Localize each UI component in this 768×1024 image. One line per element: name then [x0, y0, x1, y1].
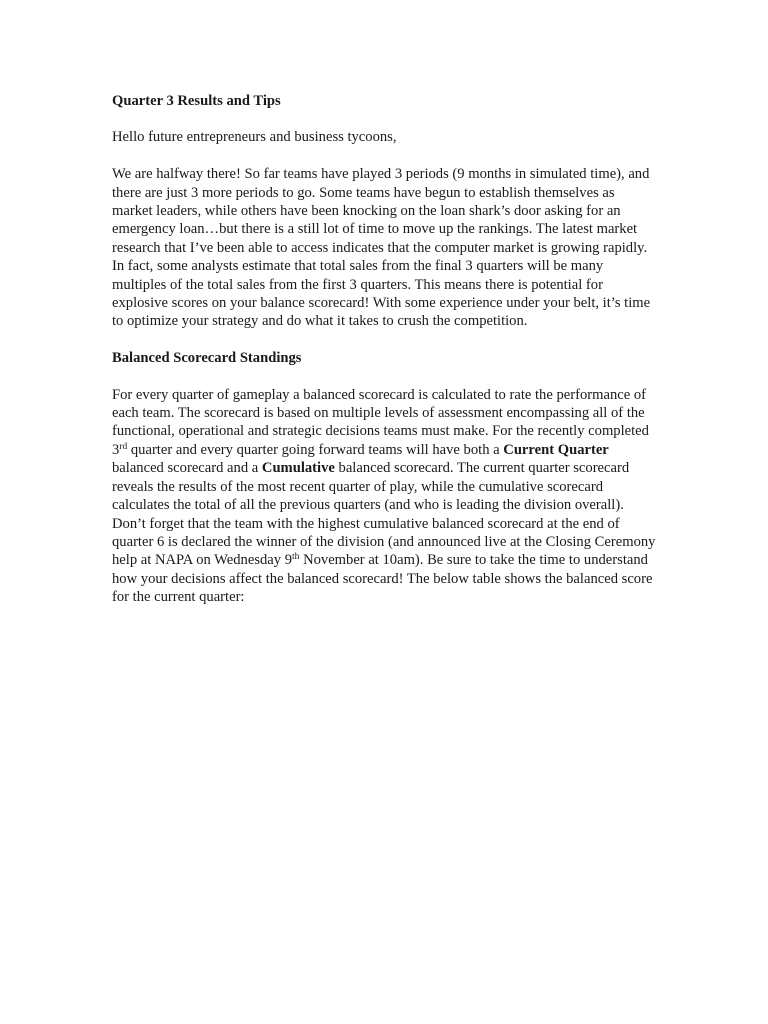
body-text-5: November at 10am). Be sure to take the time to understand how your decisions affect the balanced scorecard! The below table shows the balanced score for the current quarter:	[112, 552, 653, 606]
body-text-1: For every quarter of gameplay a balanced scorecard is calculated to rate the performance of each team. The scorecard is based on multiple levels of assessment encompassing all of the functional, operational and strategic decisions teams must make. For the recently completed 3	[112, 386, 649, 458]
ordinal-suffix-th: th	[292, 552, 300, 563]
body-text-3: balanced scorecard and a	[112, 460, 262, 477]
scorecard-paragraph	[112, 386, 657, 607]
intro-paragraph: We are halfway there! So far teams have played 3 periods (9 months in simulated time), and there are just 3 more periods to go. Some teams have begun to establish themselves as market leaders, while others have been knocking on the loan shark’s door asking for an emergency loan…but there is a still lot of time to move up the rankings. The latest market research that I’ve been able to access indicates that the computer market is growing rapidly. In fact, some analysts estimate that total sales from the final 3 quarters will be many multiples of the total sales from the first 3 quarters. This means there is potential for explosive scores on your balance scorecard! With some experience under your belt, it’s time to optimize your strategy and do what it takes to crush the competition.	[112, 166, 651, 330]
section-heading: Balanced Scorecard Standings	[112, 350, 302, 367]
body-text-4: balanced scorecard. The current quarter scorecard reveals the results of the most recent quarter of play, while the cumulative scorecard calculates the total of all the previous quarters (and who is leading the division overall). Don’t forget that the team with the highest cumulative balanced scorecard at the end of quarter 6 is declared the winner of the division (and announced live at the Closing Ceremony help at NAPA on Wednesday 9	[112, 460, 656, 569]
cumulative-term: Cumulative	[261, 460, 335, 477]
current-quarter-term: Current Quarter	[503, 441, 609, 458]
body-text-2: quarter and every quarter going forward teams will have both a	[127, 441, 504, 458]
ordinal-suffix-rd: rd	[119, 441, 128, 452]
document-page	[112, 92, 657, 625]
greeting-paragraph: Hello future entrepreneurs and business tycoons,	[112, 129, 397, 146]
document-title: Quarter 3 Results and Tips	[112, 93, 281, 109]
